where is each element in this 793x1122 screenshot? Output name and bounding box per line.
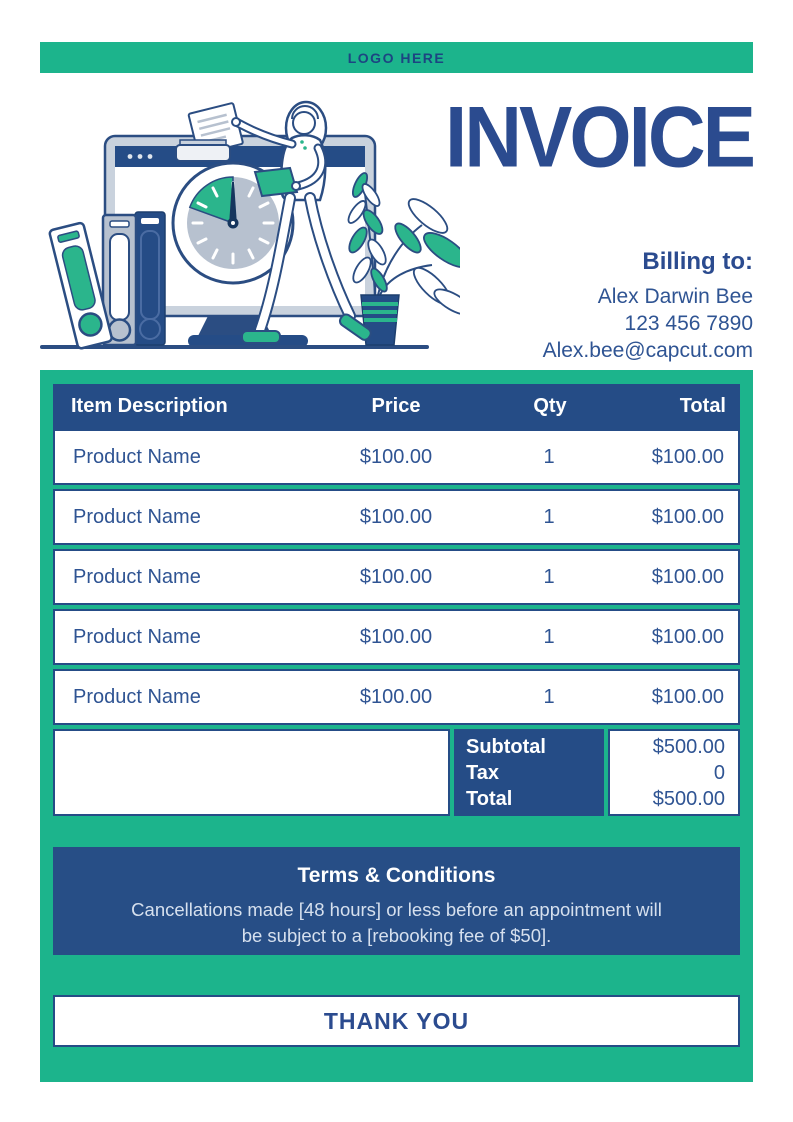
- billing-heading: Billing to:: [642, 248, 753, 275]
- table-row: [53, 489, 740, 545]
- tax-label: Tax: [466, 762, 499, 784]
- terms-title: Terms & Conditions: [297, 864, 496, 887]
- summary-spacer-box: [53, 729, 450, 816]
- cell-price: $100.00: [359, 565, 433, 588]
- table-header-row: [53, 384, 740, 429]
- cell-qty: 1: [543, 505, 555, 528]
- invoice-body-panel: [40, 370, 753, 1082]
- cell-total: $100.00: [651, 505, 724, 528]
- billing-block: [543, 248, 753, 364]
- cell-price: $100.00: [359, 625, 433, 648]
- cell-total: $100.00: [651, 625, 724, 648]
- terms-body-line-1: Cancellations made [48 hours] or less before an appointment will: [131, 899, 662, 920]
- totals-summary: [53, 729, 740, 816]
- logo-text: LOGO HERE: [347, 49, 446, 66]
- billing-email: Alex.bee@capcut.com: [542, 339, 753, 362]
- cell-qty: 1: [543, 445, 555, 468]
- terms-and-conditions-box: [53, 847, 740, 955]
- cell-qty: 1: [543, 685, 555, 708]
- table-row: [53, 549, 740, 605]
- thank-you-text: THANK YOU: [323, 1007, 470, 1034]
- summary-values: [608, 729, 740, 816]
- cell-price: $100.00: [359, 685, 433, 708]
- cell-description: Product Name: [73, 505, 201, 528]
- invoice-table: [53, 384, 740, 725]
- cell-price: $100.00: [359, 505, 433, 528]
- cell-description: Product Name: [73, 445, 201, 468]
- total-label: Total: [466, 788, 513, 810]
- header-cell-price: Price: [371, 395, 421, 417]
- header-cell-qty: Qty: [533, 395, 567, 417]
- summary-labels: [454, 729, 604, 816]
- cell-description: Product Name: [73, 565, 201, 588]
- table-row: [53, 669, 740, 725]
- billing-phone: 123 456 7890: [624, 312, 753, 335]
- subtotal-label: Subtotal: [466, 736, 546, 758]
- cell-description: Product Name: [73, 685, 201, 708]
- tax-value: 0: [713, 762, 725, 784]
- billing-name: Alex Darwin Bee: [597, 285, 753, 308]
- page-title: INVOICE: [445, 88, 753, 185]
- cell-total: $100.00: [651, 565, 724, 588]
- cell-price: $100.00: [359, 445, 433, 468]
- logo-bar: [40, 42, 753, 73]
- header-cell-description: Item Description: [71, 395, 228, 417]
- total-value: $500.00: [652, 788, 725, 810]
- thank-you-banner: [53, 995, 740, 1047]
- table-row: [53, 429, 740, 485]
- binders-illustration: [49, 212, 165, 349]
- header-cell-total: Total: [679, 395, 726, 417]
- table-row: [53, 609, 740, 665]
- subtotal-value: $500.00: [652, 736, 725, 758]
- cell-qty: 1: [543, 625, 555, 648]
- cell-description: Product Name: [73, 625, 201, 648]
- terms-body-line-2: be subject to a [rebooking fee of $50].: [241, 924, 552, 946]
- hero-illustration: [30, 90, 460, 370]
- cell-qty: 1: [543, 565, 555, 588]
- cell-total: $100.00: [651, 685, 724, 708]
- cell-total: $100.00: [651, 445, 724, 468]
